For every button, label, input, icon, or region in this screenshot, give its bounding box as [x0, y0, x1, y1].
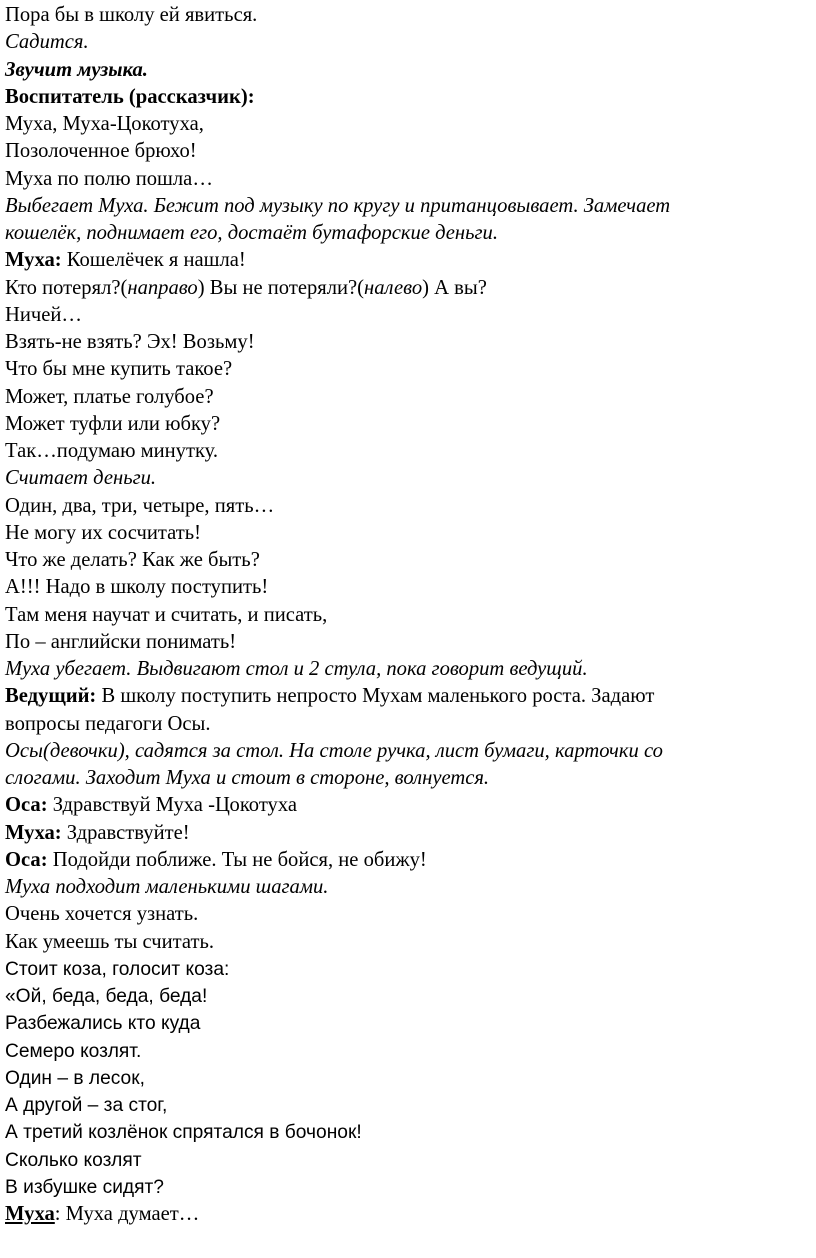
dialogue-line: [5, 820, 813, 847]
text-line: Пора бы в школу ей явиться.: [5, 4, 258, 26]
riddle-line: Стоит коза, голосит коза:: [5, 958, 230, 980]
text-line: Там меня научат и считать, и писать,: [5, 603, 328, 626]
stage-direction: Муха подходит маленькими шагами.: [5, 876, 329, 898]
text-line: Что же делать? Как же быть?: [5, 549, 260, 571]
text-line: вопросы педагоги Осы.: [5, 712, 211, 735]
text-fragment: ) А вы?: [422, 276, 487, 299]
riddle-line: Один – в лесок,: [5, 1067, 145, 1089]
text-line: Так…подумаю минутку.: [5, 440, 219, 462]
dialogue-line: [5, 1201, 813, 1228]
text-fragment: ) Вы не потеряли?(: [197, 276, 365, 299]
dialogue-line: [5, 847, 813, 874]
riddle-line: «Ой, беда, беда, беда!: [5, 986, 208, 1007]
riddle-line: А третий козлёнок спрятался в бочонок!: [5, 1122, 362, 1144]
speaker-name: Муха:: [5, 249, 62, 272]
riddle-line: Семеро козлят.: [5, 1040, 142, 1062]
stage-direction: кошелёк, поднимает его, достаёт бутафорские деньги.: [5, 222, 498, 244]
speaker-heading: Воспитатель (рассказчик):: [5, 85, 255, 108]
riddle-line: А другой – за стог,: [5, 1095, 168, 1116]
dialogue-text: : Муха думает…: [54, 1203, 200, 1225]
stage-direction-bold: Звучит музыка.: [5, 58, 148, 81]
dialogue-text: Подойди поближе. Ты не бойся, не обижу!: [47, 848, 427, 871]
riddle-line: Сколько козлят: [5, 1149, 142, 1171]
text-line: Что бы мне купить такое?: [5, 358, 233, 381]
riddle-line: Разбежались кто куда: [5, 1013, 201, 1035]
dialogue-text: Здравствуй Муха -Цокотуха: [47, 794, 298, 817]
document-page: [5, 2, 813, 1228]
text-line: Ничей…: [5, 303, 83, 326]
text-line: По – английски понимать!: [5, 630, 237, 653]
speaker-name: Муха: [5, 1203, 55, 1225]
text-line: [5, 275, 813, 302]
speaker-name: Оса:: [5, 794, 48, 817]
text-line: А!!! Надо в школу поступить!: [5, 576, 269, 599]
speaker-name: Муха:: [5, 821, 62, 844]
stage-direction: Считает деньги.: [5, 467, 157, 490]
dialogue-text: Здравствуйте!: [61, 821, 190, 844]
text-line: Муха по полю пошла…: [5, 167, 213, 190]
stage-direction-inline: налево: [364, 276, 423, 299]
text-line: Очень хочется узнать.: [5, 903, 199, 926]
speaker-name: Ведущий:: [5, 685, 97, 708]
text-line: Один, два, три, четыре, пять…: [5, 494, 275, 517]
text-line: Взять-не взять? Эх! Возьму!: [5, 331, 255, 353]
stage-direction-inline: направо: [127, 276, 198, 299]
text-line: Не могу их сосчитать!: [5, 521, 202, 544]
dialogue-line: [5, 247, 813, 274]
dialogue-text: В школу поступить непросто Мухам маленького роста. Задают: [96, 685, 655, 708]
text-line: Может, платье голубое?: [5, 385, 214, 408]
dialogue-line: [5, 683, 813, 710]
dialogue-text: Кошелёчек я нашла!: [61, 249, 246, 272]
stage-direction: Садится.: [5, 31, 89, 54]
dialogue-line: [5, 792, 813, 819]
riddle-line: В избушке сидят?: [5, 1176, 164, 1198]
stage-direction: Выбегает Муха. Бежит под музыку по кругу и пританцовывает. Замечает: [5, 194, 671, 217]
speaker-name: Оса:: [5, 848, 48, 871]
text-line: Позолоченное брюхо!: [5, 140, 197, 163]
stage-direction: слогами. Заходит Муха и стоит в стороне, волнуется.: [5, 767, 490, 789]
text-line: Может туфли или юбку?: [5, 412, 221, 435]
text-fragment: Кто потерял?(: [5, 276, 128, 299]
text-line: Как умеешь ты считать.: [5, 930, 214, 953]
stage-direction: Муха убегает. Выдвигают стол и 2 стула, пока говорит ведущий.: [5, 658, 588, 680]
stage-direction: Осы(девочки), садятся за стол. На столе ручка, лист бумаги, карточки со: [5, 739, 663, 762]
text-line: Муха, Муха-Цокотуха,: [5, 113, 204, 135]
